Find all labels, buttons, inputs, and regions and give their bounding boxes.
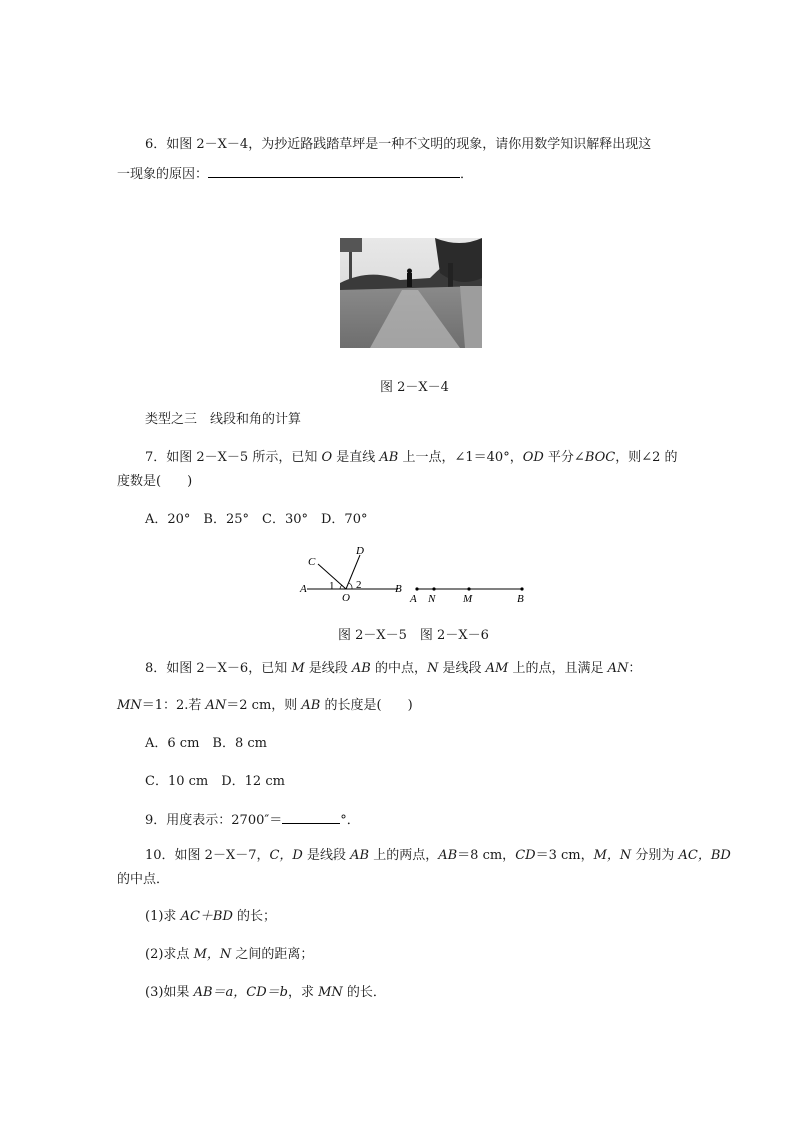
- q10-var: AC＋BD: [180, 909, 233, 924]
- q7-options: A．20° B．25° C．30° D．70°: [145, 512, 368, 527]
- q8-var: M: [291, 661, 305, 676]
- q8-var: AN: [205, 698, 227, 713]
- q10-part3: [145, 985, 386, 1001]
- q8-text: 的长度是( ): [320, 698, 413, 713]
- point-a: [415, 587, 418, 590]
- q6-line2: [117, 165, 473, 183]
- q8-line2: [117, 698, 413, 714]
- figure-caption-2-x-5-6: 图 2－X－5 图 2－X－6: [338, 628, 489, 643]
- answer-blank[interactable]: [208, 165, 460, 178]
- label-o: O: [342, 592, 350, 604]
- q8-var: AB: [351, 661, 371, 676]
- q10-var: MN: [318, 985, 343, 1000]
- q8-var: AN: [607, 661, 629, 676]
- q8-var: AB: [301, 698, 321, 713]
- point-m: [467, 587, 470, 590]
- q10-text: 10．如图 2－X－7，: [145, 848, 270, 863]
- label-b: B: [395, 583, 402, 595]
- q10-text: 是线段: [302, 848, 351, 863]
- q9-text: 9．用度表示：2700″＝: [145, 813, 283, 828]
- q8-text: ：: [628, 661, 642, 676]
- q10-text: 的长；: [232, 909, 277, 924]
- angle-2-label: 2: [356, 579, 362, 591]
- q8-text: ＝2 cm，则: [226, 698, 302, 713]
- label-a: A: [410, 593, 417, 605]
- q7-var: BOC: [584, 450, 616, 465]
- angle-1-label: 1: [329, 580, 335, 592]
- q7-text: 是直线: [332, 450, 380, 465]
- q7-var: O: [321, 450, 333, 465]
- q10-text: 上的两点，: [369, 848, 439, 863]
- q10-var: C，D: [269, 848, 303, 863]
- q8-text: ＝1：2.若: [141, 698, 206, 713]
- q10-var: AC，BD: [678, 848, 731, 863]
- q7-text: ，则∠2 的: [615, 450, 678, 465]
- answer-blank[interactable]: [282, 811, 340, 824]
- q8-var: N: [427, 661, 439, 676]
- q7-text: 上一点，∠1＝40°，: [398, 450, 523, 465]
- q10-text: (2)求点: [145, 947, 194, 962]
- q10-var: AB＝a，CD＝b: [193, 985, 288, 1000]
- q10-text: 分别为: [631, 848, 679, 863]
- q7-var: AB: [379, 450, 399, 465]
- q8-options-ab: A．6 cm B．8 cm: [145, 736, 267, 751]
- q10-text: 之间的距离；: [231, 947, 314, 962]
- q10-var: CD: [515, 848, 536, 863]
- q6-line1: 6．如图 2－X－4，为抄近路践踏草坪是一种不文明的现象，请你用数学知识解释出现这: [145, 137, 652, 152]
- q10-text: 的长．: [342, 985, 386, 1000]
- q8-var: MN: [117, 698, 142, 713]
- label-a: A: [300, 583, 307, 595]
- label-d: D: [356, 545, 364, 557]
- label-c: C: [308, 556, 316, 568]
- q8-text: 是线段: [438, 661, 486, 676]
- q8-text: 的中点，: [370, 661, 428, 676]
- point-n: [432, 587, 435, 590]
- q10-var: M，N: [193, 947, 232, 962]
- q10-var: AB: [350, 848, 370, 863]
- q8-text: 是线段: [304, 661, 352, 676]
- label-m: M: [463, 593, 473, 605]
- q7-var: OD: [522, 450, 544, 465]
- q10-text: (3)如果: [145, 985, 194, 1000]
- q10-text: (1)求: [145, 909, 181, 924]
- q7-text: 7．如图 2－X－5 所示，已知: [145, 450, 322, 465]
- figure-caption-2-x-4: 图 2－X－4: [380, 380, 449, 395]
- q7-text: 平分∠: [543, 450, 585, 465]
- q10-text: ＝8 cm，: [457, 848, 516, 863]
- q9-line: [145, 811, 360, 829]
- q8-var: AM: [485, 661, 509, 676]
- q10-var: AB: [438, 848, 458, 863]
- q8-options-cd: C．10 cm D．12 cm: [145, 774, 285, 789]
- section-title: 类型之三 线段和角的计算: [145, 412, 302, 427]
- q10-text: ，求: [287, 985, 319, 1000]
- lawn-photo: [340, 238, 482, 348]
- geometry-figures: [290, 540, 540, 614]
- q10-text: ＝3 cm，: [535, 848, 594, 863]
- q10-part1: [145, 909, 276, 925]
- q6-line2-suffix: ．: [460, 167, 474, 182]
- q8-text: 上的点，且满足: [508, 661, 608, 676]
- q8-line1: [145, 661, 641, 677]
- q9-text: °．: [340, 813, 360, 828]
- q7-line1: [145, 450, 678, 466]
- q10-line2: 的中点．: [117, 872, 170, 887]
- q7-line2: 度数是( ): [117, 474, 193, 489]
- q10-part2: [145, 947, 313, 963]
- point-b: [520, 587, 523, 590]
- q10-line1: [145, 848, 731, 864]
- label-b: B: [517, 593, 524, 605]
- q6-line2-prefix: 一现象的原因：: [117, 167, 209, 182]
- q8-text: 8．如图 2－X－6，已知: [145, 661, 292, 676]
- label-n: N: [428, 593, 436, 605]
- q10-var: M，N: [593, 848, 632, 863]
